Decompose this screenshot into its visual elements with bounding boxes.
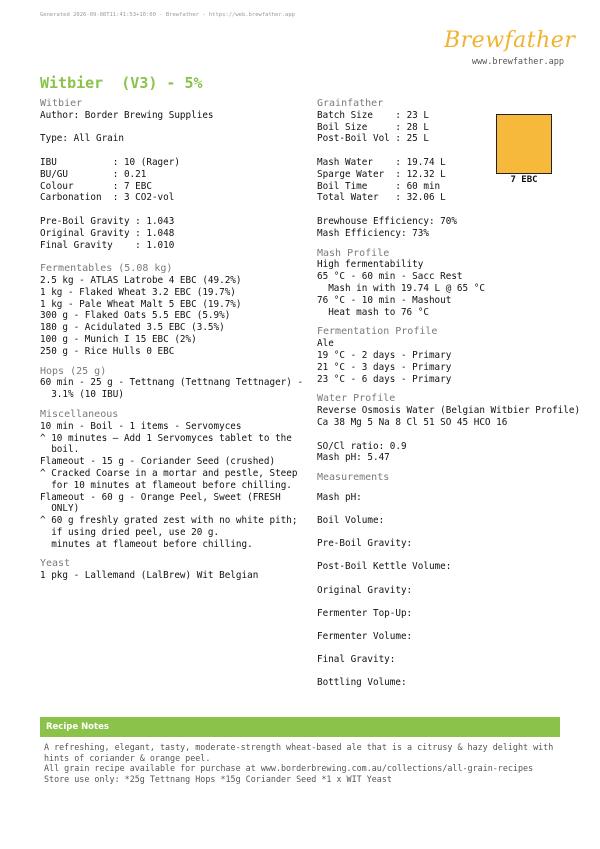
brewfather-logo xyxy=(444,28,576,67)
misc-item: ^ 60 g freshly grated zest with no white pith; if using dried peel, use 20 g. minutes at flameout before chilling. xyxy=(40,515,298,550)
misc-item: ^ Cracked Coarse in a mortar and pestle, Steep for 10 minutes at flameout before chilling. xyxy=(40,467,298,491)
misc-item: Flameout - 60 g - Orange Peel, Sweet (FRESH ONLY) xyxy=(40,491,281,515)
fermentable-item: 100 g - Munich I 15 EBC (2%) xyxy=(40,333,197,345)
water-ions: Ca 38 Mg 5 Na 8 Cl 51 SO 45 HCO 16 xyxy=(317,416,508,428)
mash-heading: Mash Profile xyxy=(317,247,390,259)
so-cl-ratio: SO/Cl ratio: 0.9 xyxy=(317,440,407,452)
misc-item: Flameout - 15 g - Coriander Seed (crushed) xyxy=(40,456,276,468)
note-line: All grain recipe available for purchase at www.borderbrewing.com.au/collections/all-grain-recipes xyxy=(44,763,534,773)
equipment-heading: Grainfather xyxy=(317,98,384,109)
measurement-field: Bottling Volume: xyxy=(317,677,407,689)
logo-wordmark: Brewfather xyxy=(444,28,576,53)
note-line: hints of coriander & orange peel. xyxy=(44,752,211,763)
mash-step: 76 °C - 10 min - Mashout xyxy=(317,294,452,306)
note-line: A refreshing, elegant, tasty, moderate-strength wheat-based ale that is a citrusy & hazy delight with xyxy=(44,742,554,752)
measurement-field: Fermenter Volume: xyxy=(317,631,413,643)
mash-step-note: Mash in with 19.74 L @ 65 °C xyxy=(317,282,485,294)
stat-row: Carbonation : 3 CO2-vol xyxy=(40,192,175,204)
gravity-row: Pre-Boil Gravity : 1.043 xyxy=(40,215,175,227)
stat-row: Colour : 7 EBC xyxy=(40,180,152,192)
water-row: Boil Time : 60 min xyxy=(317,180,441,192)
fermentation-profile-name: Ale xyxy=(317,338,334,350)
generated-stamp: Generated 2026-09-08T11:41:53+10:00 - Brewfather - https://web.brewfather.app xyxy=(40,12,295,18)
fermentation-step: 19 °C - 2 days - Primary xyxy=(317,349,452,361)
volume-row: Batch Size : 23 L xyxy=(317,109,429,121)
brewhouse-efficiency: Brewhouse Efficiency: 70% xyxy=(317,215,457,227)
misc-list xyxy=(40,421,308,551)
note-line: Store use only: *25g Tettnang Hops *15g Coriander Seed *1 x WIT Yeast xyxy=(44,773,392,784)
stats-list xyxy=(40,157,308,204)
logo-url: www.brewfather.app xyxy=(471,57,564,67)
fermentation-step: 21 °C - 3 days - Primary xyxy=(317,361,452,373)
water-row: Sparge Water : 12.32 L xyxy=(317,168,446,180)
measurement-field: Pre-Boil Gravity: xyxy=(317,538,413,550)
fermentable-item: 180 g - Acidulated 3.5 EBC (3.5%) xyxy=(40,322,225,334)
measurement-field: Boil Volume: xyxy=(317,515,385,527)
measurement-field: Post-Boil Kettle Volume: xyxy=(317,561,452,573)
hop-item: 60 min - 25 g - Tettnang (Tettnang Tettnager) - 3.1% (10 IBU) xyxy=(40,377,304,401)
water-heading: Water Profile xyxy=(317,393,396,405)
colour-swatch xyxy=(496,114,552,174)
fermentable-item: 1 kg - Pale Wheat Malt 5 EBC (19.7%) xyxy=(40,298,242,310)
measurement-field: Original Gravity: xyxy=(317,584,413,596)
misc-item: 10 min - Boil - 1 items - Servomyces xyxy=(40,420,242,432)
gravity-row: Original Gravity : 1.048 xyxy=(40,227,175,239)
fermentables-heading: Fermentables (5.08 kg) xyxy=(40,263,173,275)
fermentables-list xyxy=(40,275,308,358)
style-heading: Witbier xyxy=(40,98,83,109)
mash-efficiency: Mash Efficiency: 73% xyxy=(317,227,429,239)
author: Author: Border Brewing Supplies xyxy=(40,109,214,121)
measurement-field: Fermenter Top-Up: xyxy=(317,607,413,619)
right-column xyxy=(317,98,587,701)
water-row: Mash Water : 19.74 L xyxy=(317,156,446,168)
fermentation-step: 23 °C - 6 days - Primary xyxy=(317,373,452,385)
misc-heading: Miscellaneous xyxy=(40,408,119,420)
fermentable-item: 300 g - Flaked Oats 5.5 EBC (5.9%) xyxy=(40,310,231,322)
recipe-title: Witbier (V3) - 5% xyxy=(40,74,203,92)
fermentable-item: 2.5 kg - ATLAS Latrobe 4 EBC (49.2%) xyxy=(40,274,242,286)
colour-swatch-label: 7 EBC xyxy=(510,175,538,185)
stat-row: IBU : 10 (Rager) xyxy=(40,156,180,168)
recipe-notes-body xyxy=(44,742,560,784)
measurements-heading: Measurements xyxy=(317,472,390,484)
stat-row: BU/GU : 0.21 xyxy=(40,168,147,180)
mash-step: 65 °C - 60 min - Sacc Rest xyxy=(317,271,463,283)
left-column xyxy=(40,98,308,582)
measurement-field: Final Gravity: xyxy=(317,654,396,666)
recipe-notes-heading: Recipe Notes xyxy=(40,717,560,737)
gravity-row: Final Gravity : 1.010 xyxy=(40,239,175,251)
mash-profile-name: High fermentability xyxy=(317,259,424,271)
mash-ph-estimate: Mash pH: 5.47 xyxy=(317,452,390,464)
volume-row: Post-Boil Vol : 25 L xyxy=(317,133,429,145)
measurement-field: Mash pH: xyxy=(317,491,362,503)
hops-heading: Hops (25 g) xyxy=(40,365,107,377)
misc-item: ^ 10 minutes – Add 1 Servomyces tablet to the boil. xyxy=(40,432,292,456)
mash-step-note: Heat mash to 76 °C xyxy=(317,306,429,318)
fermentable-item: 250 g - Rice Hulls 0 EBC xyxy=(40,345,175,357)
recipe-type: Type: All Grain xyxy=(40,133,124,145)
volume-row: Boil Size : 28 L xyxy=(317,121,429,133)
fermentation-heading: Fermentation Profile xyxy=(317,326,438,338)
yeast-heading: Yeast xyxy=(40,558,71,570)
water-profile-name: Reverse Osmosis Water (Belgian Witbier Profile) xyxy=(317,405,581,417)
water-row: Total Water : 32.06 L xyxy=(317,192,446,204)
gravity-list xyxy=(40,216,308,251)
yeast-item: 1 pkg - Lallemand (LalBrew) Wit Belgian xyxy=(40,570,259,582)
fermentable-item: 1 kg - Flaked Wheat 3.2 EBC (19.7%) xyxy=(40,286,236,298)
